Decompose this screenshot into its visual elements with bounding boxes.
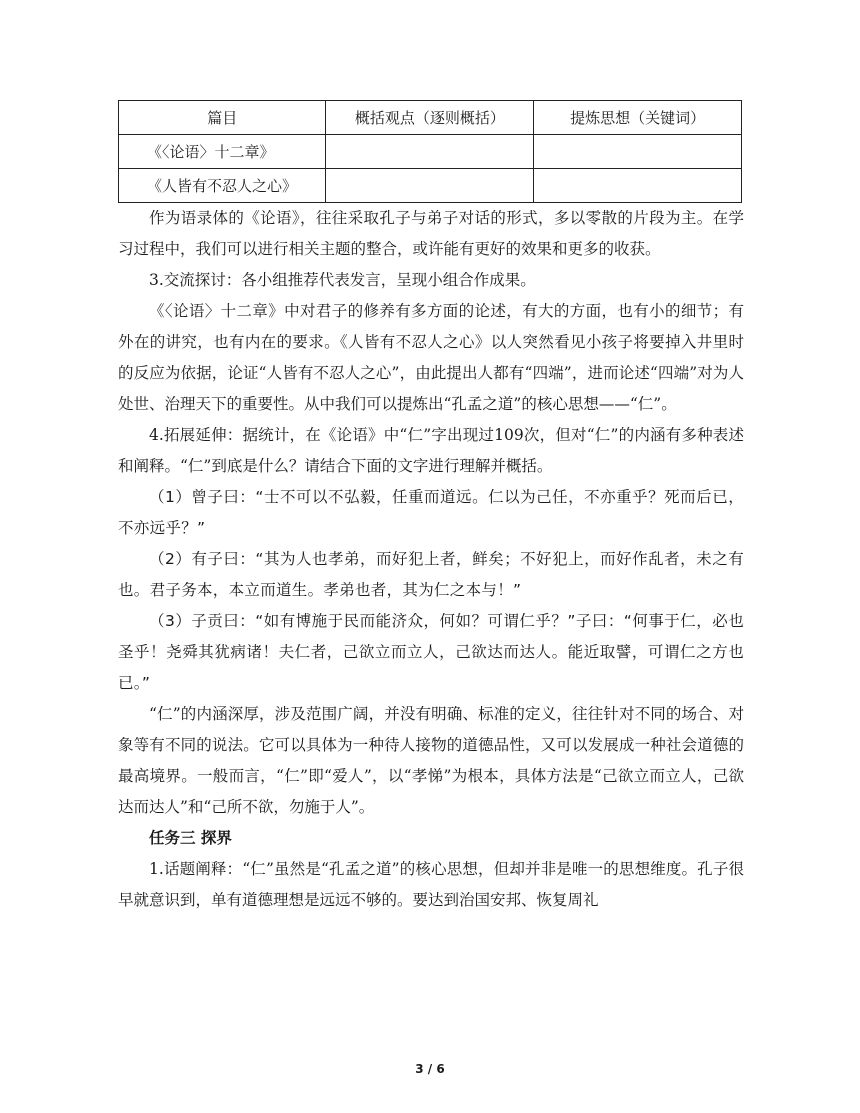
summary-table (118, 100, 742, 203)
table-cell (534, 169, 742, 203)
table-header-cell: 提炼思想（关键词） (534, 101, 742, 135)
section-heading: 任务三 探界 (149, 829, 232, 847)
page-number: 3 / 6 (415, 1062, 445, 1076)
table-header-row (119, 101, 742, 135)
quotation: （3）子贡曰：“如有博施于民而能济众，何如？可谓仁乎？”子曰：“何事于仁，必也圣乎！尧舜其犹病诸！夫仁者，己欲立而立人，己欲达而达人。能近取譬，可谓仁之方也已。” (118, 612, 744, 692)
table-cell (326, 169, 534, 203)
table-header-cell: 篇目 (119, 101, 326, 135)
table-cell (534, 135, 742, 169)
table-row (119, 169, 742, 203)
quotation: （1）曾子曰：“士不可以不弘毅，任重而道远。仁以为己任，不亦重乎？死而后已，不亦远乎？” (118, 488, 744, 537)
quotation: （2）有子曰：“其为人也孝弟，而好犯上者，鲜矣；不好犯上，而好作乱者，未之有也。君子务本，本立而道生。孝弟也者，其为仁之本与！” (118, 550, 744, 599)
paragraph: 4.拓展延伸：据统计，在《论语》中“仁”字出现过109次，但对“仁”的内涵有多种表述和阐释。“仁”到底是什么？请结合下面的文字进行理解并概括。 (118, 426, 744, 475)
table-header-cell: 概括观点（逐则概括） (326, 101, 534, 135)
paragraph: 3.交流探讨：各小组推荐代表发言，呈现小组合作成果。 (149, 271, 536, 289)
paragraph: 作为语录体的《论语》，往往采取孔子与弟子对话的形式，多以零散的片段为主。在学习过程中，我们可以进行相关主题的整合，或许能有更好的效果和更多的收获。 (118, 209, 744, 258)
paragraph: “仁”的内涵深厚，涉及范围广阔，并没有明确、标准的定义，往往针对不同的场合、对象等有不同的说法。它可以具体为一种待人接物的道德品性，又可以发展成一种社会道德的最高境界。一般而言，“仁”即“爱人”，以“孝悌”为根本，具体方法是“己欲立而立人，己欲达而达人”和“己所不欲，勿施于人”。 (118, 705, 744, 816)
paragraph: 《〈论语〉十二章》中对君子的修养有多方面的论述，有大的方面，也有小的细节；有外在的讲究，也有内在的要求。《人皆有不忍人之心》以人突然看见小孩子将要掉入井里时的反应为依据，论证“人皆有不忍人之心”，由此提出人都有“四端”，进而论述“四端”对为人处世、治理天下的重要性。从中我们可以提炼出“孔孟之道”的核心思想——“仁”。 (118, 302, 744, 413)
paragraph: 1.话题阐释：“仁”虽然是“孔孟之道”的核心思想，但却并非是唯一的思想维度。孔子很早就意识到，单有道德理想是远远不够的。要达到治国安邦、恢复周礼 (118, 860, 744, 909)
table-cell: 《〈论语〉十二章》 (119, 135, 326, 169)
body-text (118, 203, 744, 916)
table-cell (326, 135, 534, 169)
table-row (119, 135, 742, 169)
table-cell: 《人皆有不忍人之心》 (119, 169, 326, 203)
